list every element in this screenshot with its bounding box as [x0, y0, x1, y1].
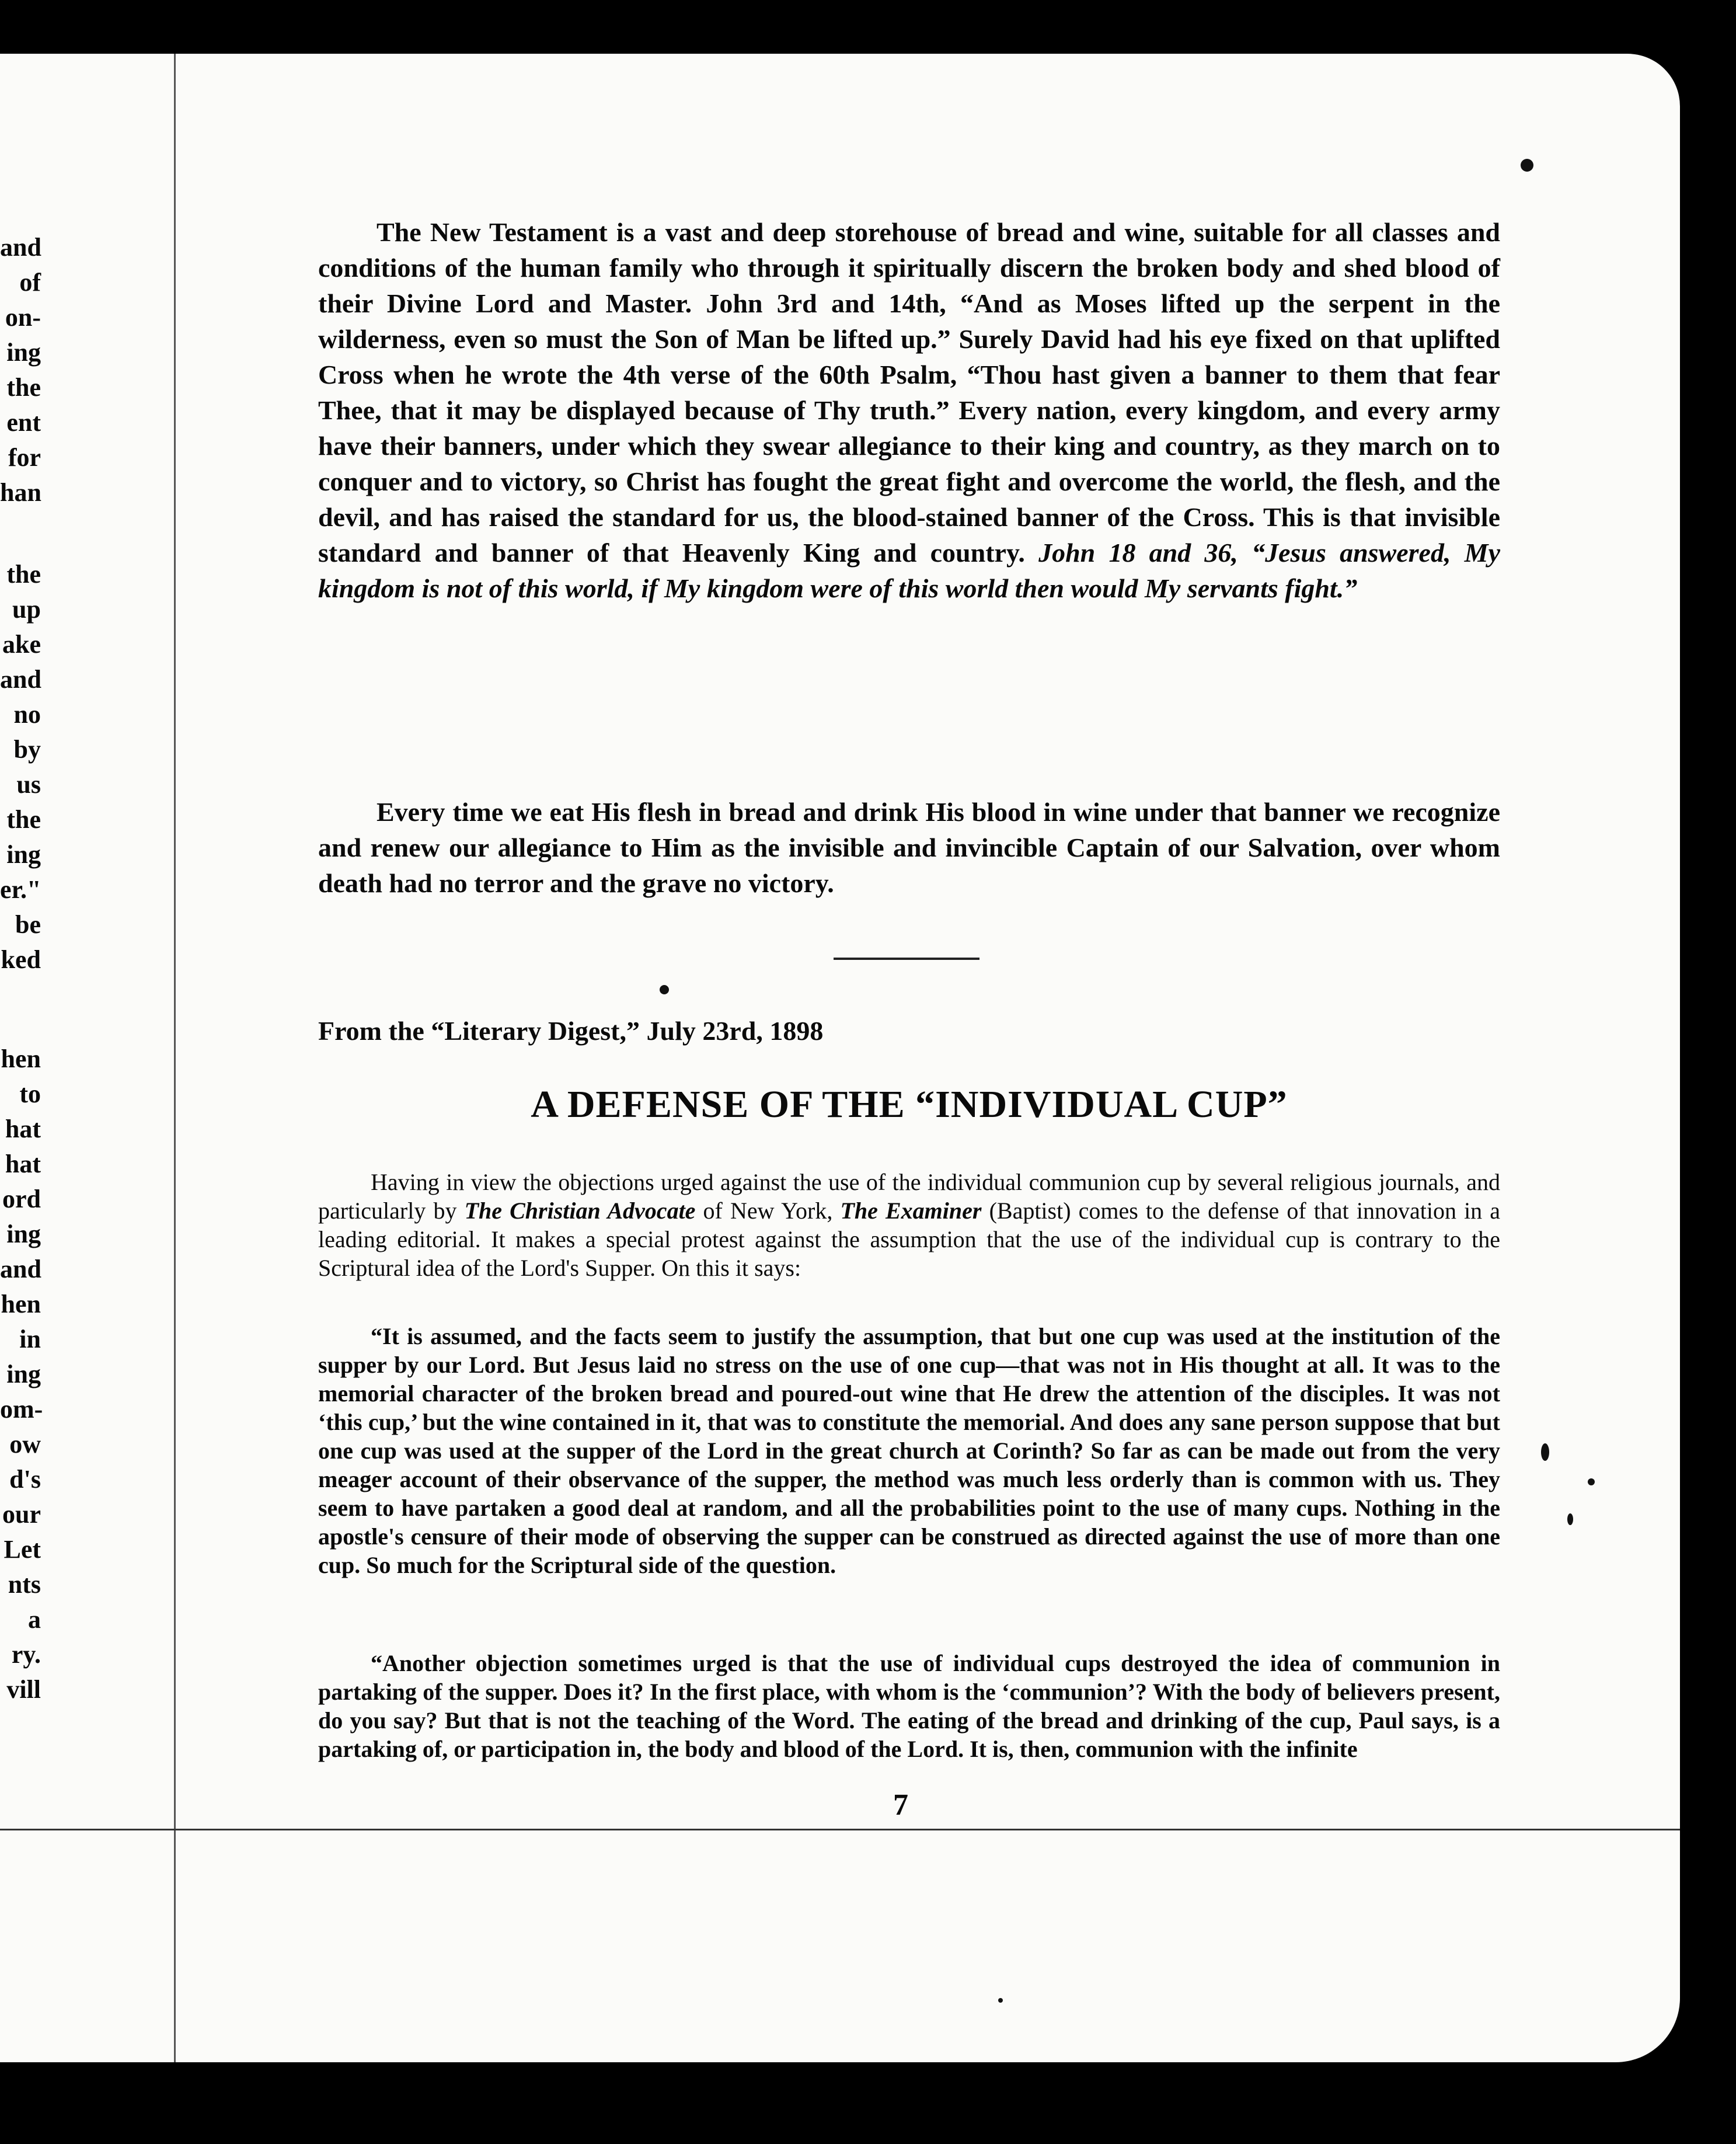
page-gutter-line: [174, 54, 176, 2062]
margin-fragment: us: [16, 770, 41, 799]
margin-fragment: our: [2, 1500, 41, 1529]
margin-fragment: the: [6, 373, 41, 402]
margin-fragment: ing: [6, 1220, 41, 1248]
left-page-margin-fragments: [0, 54, 175, 2062]
article-intro-tail: (Baptist) comes to the defense of that innovation in a leading editorial. It makes a special protest against the assumption that the use of the individual cup is contrary to the Scriptural idea of the Lord's Supper. On this it says:: [318, 1198, 1501, 1281]
margin-fragment: no: [13, 700, 41, 729]
scan-speck: [998, 1998, 1003, 2003]
article-intro-mid: of New York,: [703, 1198, 833, 1224]
margin-fragment: hen: [1, 1045, 41, 1073]
margin-fragment: ent: [6, 408, 41, 437]
article-quote-2: [318, 1649, 1500, 1763]
margin-fragment: ing: [6, 1360, 41, 1388]
article-quote-2-text: “Another objection sometimes urged is that the use of individual cups destroyed the idea of communion in partaking of the supper. Does it? In the first place, with whom is the ‘communion’? With the body of believers present, do you say? But that is not the teaching of the Word. The eating of the bread and drinking of the cup, Paul says, is a partaking of, or participation in, the body and blood of the Lord. It is, then, communion with the infinite: [318, 1650, 1500, 1762]
margin-fragment: ord: [2, 1185, 41, 1213]
margin-fragment: ing: [6, 338, 41, 367]
john-18-quotation: John 18 and 36, “Jesus answered, My kingdom is not of this world, if My kingdom were of this world then would My servants fight.”: [318, 538, 1500, 603]
margin-fragment: han: [0, 478, 41, 507]
article-intro: [318, 1168, 1500, 1282]
margin-fragment: by: [13, 735, 41, 764]
margin-fragment: Let: [4, 1535, 41, 1564]
scan-speck: [1588, 1478, 1595, 1485]
margin-fragment: ked: [1, 945, 41, 974]
margin-fragment: up: [12, 595, 41, 624]
document-page: [0, 54, 1680, 2062]
margin-fragment: ake: [2, 630, 41, 659]
margin-fragment: in: [19, 1325, 41, 1353]
margin-fragment: d's: [9, 1465, 41, 1494]
paragraph-allegiance: [318, 794, 1500, 901]
margin-fragment: nts: [8, 1570, 41, 1599]
margin-fragment: for: [8, 443, 41, 472]
margin-fragment: a: [28, 1605, 41, 1634]
article-quote-1: [318, 1322, 1500, 1579]
scan-border-top: [0, 0, 1736, 54]
margin-fragment: and: [0, 233, 41, 262]
margin-fragment: the: [6, 805, 41, 834]
margin-fragment: and: [0, 665, 41, 694]
margin-fragment: er.": [0, 875, 41, 904]
article-quote-1-text: “It is assumed, and the facts seem to justify the assumption, that but one cup was used at the institution of the supper by our Lord. But Jesus laid no stress on the use of one cup—that was not in His thought at all. It was to the memorial character of the broken bread and poured-out wine that He drew the attention of the disciples. It was not ‘this cup,’ but the wine contained in it, that was to constitute the memorial. And does any sane person suppose that but one cup was used at the supper of the Lord in the great church at Corinth? So far as can be made out from the very meager account of their observance of the supper, the method was much less orderly than is common with us. They seem to have partaken a good deal at random, and all the probabilities point to the use of many cups. Nothing in the apostle's censure of their mode of observing the supper can be construed as directed against the use of more than one cup. So much for the Scriptural side of the question.: [318, 1323, 1500, 1578]
margin-fragment: the: [6, 560, 41, 589]
source-line: From the “Literary Digest,” July 23rd, 1898: [318, 1016, 824, 1046]
scan-speck: [1567, 1513, 1573, 1525]
margin-fragment: vill: [6, 1675, 41, 1704]
margin-fragment: hat: [5, 1150, 41, 1178]
margin-fragment: hat: [5, 1115, 41, 1143]
margin-fragment: hen: [1, 1290, 41, 1318]
margin-fragment: be: [15, 910, 41, 939]
paragraph-allegiance-text: Every time we eat His flesh in bread and drink His blood in wine under that banner we recognize and renew our allegiance to Him as the invisible and invincible Captain of our Salvation, over whom death had no terror and the grave no victory.: [318, 797, 1500, 898]
margin-fragment: and: [0, 1255, 41, 1283]
scan-border-bottom: [0, 2062, 1736, 2144]
margin-fragment: on-: [5, 303, 41, 332]
page-bottom-edge-line: [0, 1829, 1680, 1830]
publication-christian-advocate: The Christian Advocate: [464, 1198, 696, 1224]
paragraph-storehouse: [318, 214, 1500, 606]
scan-speck: [1521, 159, 1533, 172]
article-intro-text: [318, 1168, 1500, 1282]
paragraph-storehouse-text: [318, 214, 1500, 606]
margin-fragment: ing: [6, 840, 41, 869]
publication-examiner: The Examiner: [840, 1198, 982, 1224]
scan-border-right: [1680, 0, 1736, 2144]
margin-fragment: ow: [9, 1430, 41, 1459]
scan-speck: [660, 985, 669, 994]
article-intro-lead: Having in view the objections urged against the use of the individual communion cup by several religious journals, and particularly by: [318, 1169, 1500, 1224]
margin-fragment: om-: [0, 1395, 43, 1423]
margin-fragment: ry.: [11, 1640, 41, 1669]
page-number: 7: [893, 1788, 908, 1822]
section-separator: [834, 958, 979, 960]
margin-fragment: of: [19, 268, 41, 297]
margin-fragment: to: [19, 1080, 41, 1108]
article-headline: A DEFENSE OF THE “INDIVIDUAL CUP”: [531, 1083, 1288, 1126]
scan-speck: [1541, 1443, 1549, 1461]
paragraph-storehouse-body: The New Testament is a vast and deep storehouse of bread and wine, suitable for all classes and conditions of the human family who through it spiritually discern the broken body and shed blood of their Divine Lord and Master. John 3rd and 14th, “And as Moses lifted up the serpent in the wilderness, even so must the Son of Man be lifted up.” Surely David had his eye fixed on that uplifted Cross when he wrote the 4th verse of the 60th Psalm, “Thou hast given a banner to them that fear Thee, that it may be displayed because of Thy truth.” Every nation, every kingdom, and every army have their banners, under which they swear allegiance to their king and country, as they march on to conquer and to victory, so Christ has fought the great fight and overcome the world, the flesh, and the devil, and has raised the standard for us, the blood-stained banner of the Cross. This is that invisible standard and banner of that Heavenly King and country.: [318, 217, 1500, 568]
